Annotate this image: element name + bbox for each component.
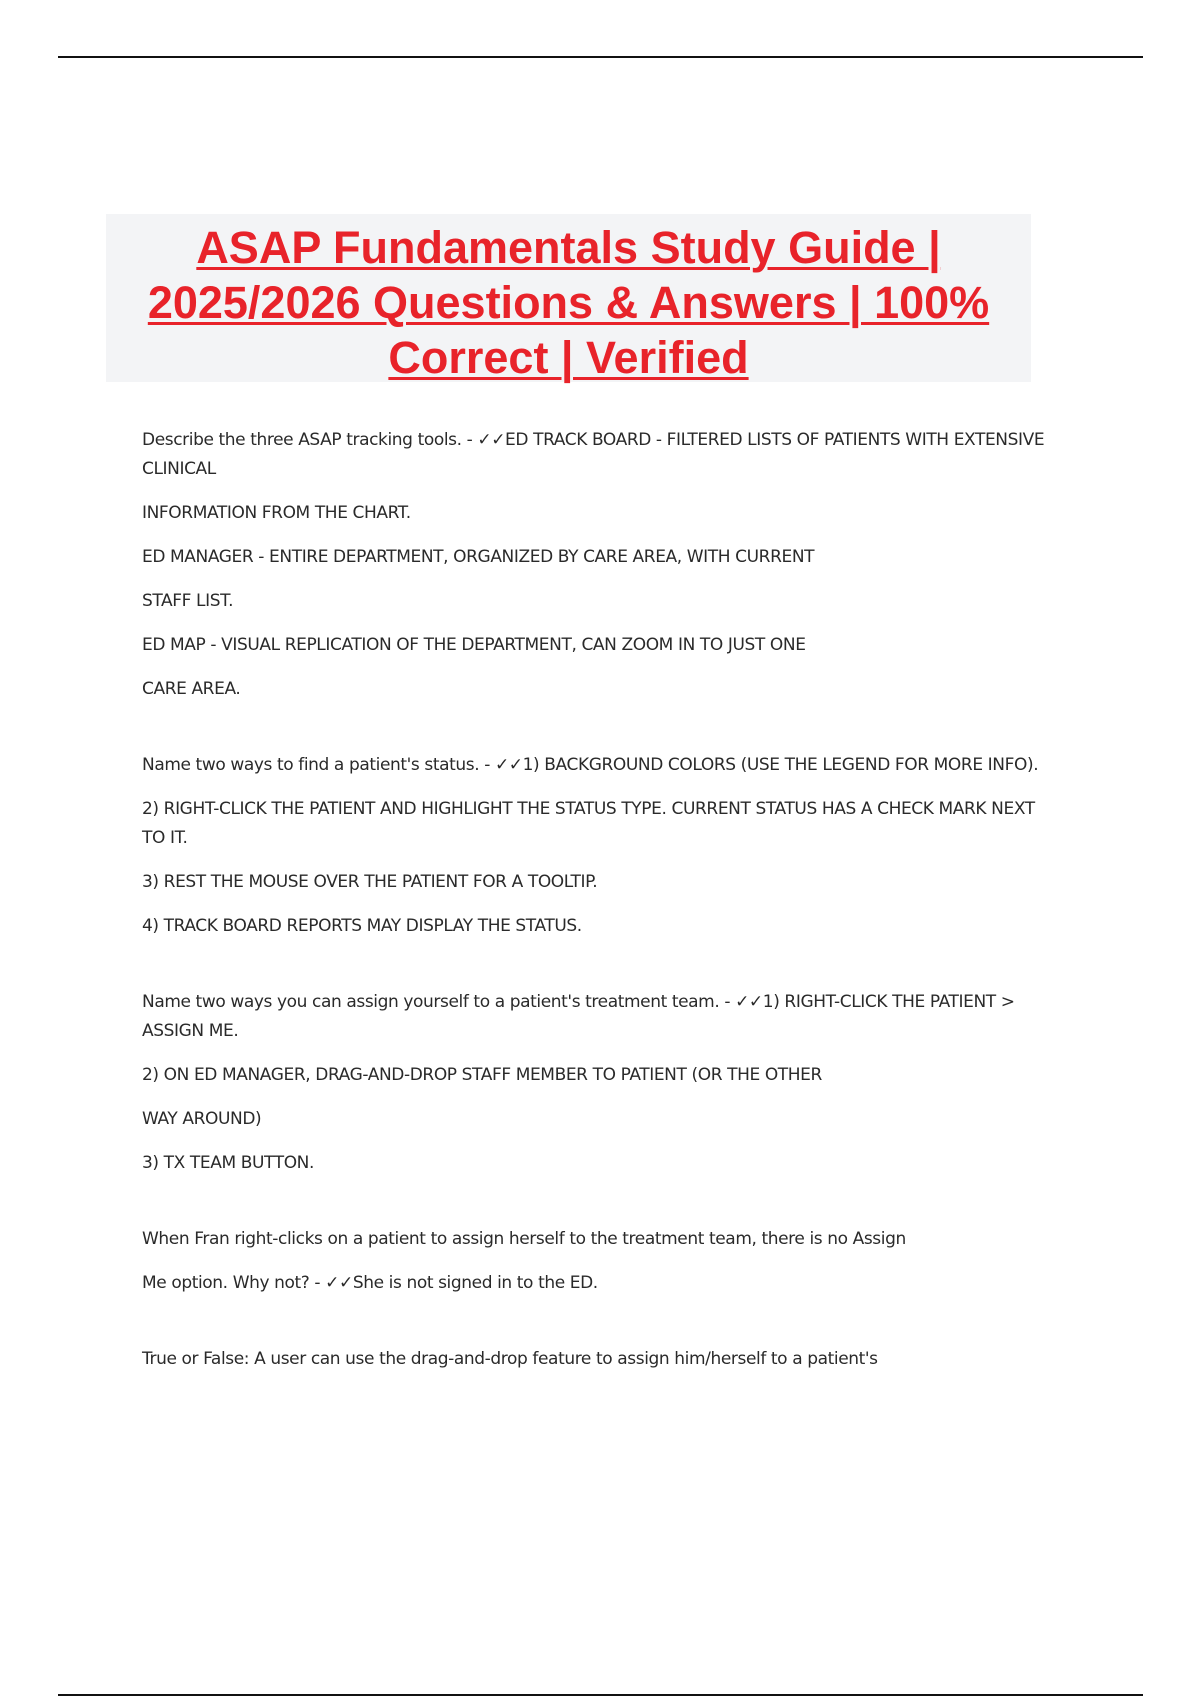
question-paragraph: When Fran right-clicks on a patient to assign herself to the treatment team, there is no Assign [142,1229,906,1249]
qa-item-true-false-drag-drop [142,1345,1057,1374]
question-paragraph: Name two ways you can assign yourself to a patient's treatment team. - ✓✓1) RIGHT-CLICK THE PATIENT > ASSIGN ME. [142,992,1015,1041]
question-paragraph: True or False: A user can use the drag-and-drop feature to assign him/herself to a patient's [142,1349,878,1369]
qa-item-patient-status [142,751,1057,941]
answer-paragraph: 2) ON ED MANAGER, DRAG-AND-DROP STAFF MEMBER TO PATIENT (OR THE OTHER [142,1065,822,1085]
qa-item-assign-me-missing [142,1225,1057,1298]
question-paragraph: Name two ways to find a patient's status. - ✓✓1) BACKGROUND COLORS (USE THE LEGEND FOR MORE INFO). [142,755,1039,775]
document-body [142,426,1057,1421]
answer-paragraph: 3) REST THE MOUSE OVER THE PATIENT FOR A TOOLTIP. [142,872,598,892]
answer-paragraph: ED MANAGER - ENTIRE DEPARTMENT, ORGANIZED BY CARE AREA, WITH CURRENT [142,547,815,567]
answer-paragraph: STAFF LIST. [142,591,234,611]
title-line-3: Correct | Verified [388,332,749,383]
answer-paragraph: ED MAP - VISUAL REPLICATION OF THE DEPARTMENT, CAN ZOOM IN TO JUST ONE [142,635,806,655]
qa-item-assign-treatment-team [142,988,1057,1178]
answer-paragraph: 4) TRACK BOARD REPORTS MAY DISPLAY THE STATUS. [142,916,582,936]
question-paragraph: Describe the three ASAP tracking tools. - ✓✓ED TRACK BOARD - FILTERED LISTS OF PATIENTS WITH EXTENSIVE CLINICAL [142,430,1045,479]
answer-paragraph: Me option. Why not? - ✓✓She is not signed in to the ED. [142,1273,598,1293]
answer-paragraph: CARE AREA. [142,679,241,699]
title-line-1: ASAP Fundamentals Study Guide | [196,222,941,273]
answer-paragraph: 2) RIGHT-CLICK THE PATIENT AND HIGHLIGHT THE STATUS TYPE. CURRENT STATUS HAS A CHECK MARK NEXT TO IT. [142,799,1035,848]
qa-item-tracking-tools [142,426,1057,704]
top-rule [58,56,1143,58]
answer-paragraph: WAY AROUND) [142,1109,262,1129]
answer-paragraph: INFORMATION FROM THE CHART. [142,503,411,523]
title-banner [106,214,1031,382]
bottom-rule [58,1694,1143,1696]
answer-paragraph: 3) TX TEAM BUTTON. [142,1153,314,1173]
title-line-2: 2025/2026 Questions & Answers | 100% [147,277,990,328]
